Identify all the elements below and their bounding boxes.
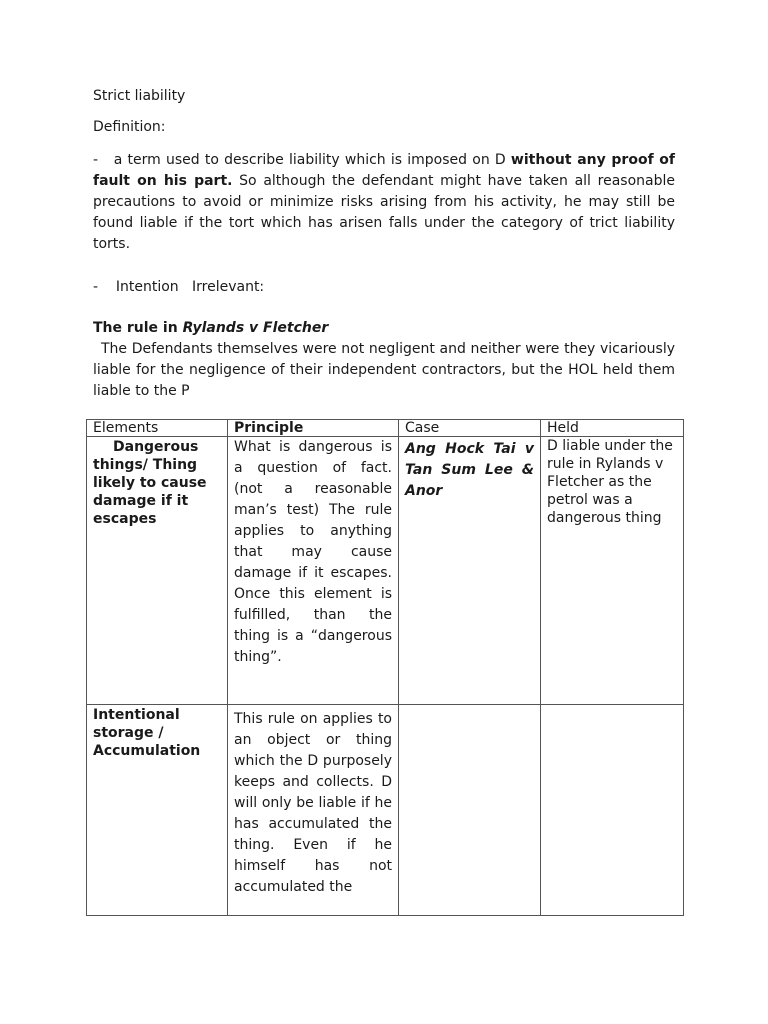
row2-held — [541, 705, 684, 916]
intention-irrelevant: - Intention Irrelevant: — [93, 279, 265, 295]
row2-element: Intentional storage / Accumulation — [87, 705, 228, 916]
header-principle: Principle — [228, 420, 399, 437]
header-case: Case — [399, 420, 541, 437]
elements-table — [86, 419, 684, 916]
row1-element-text: Dangerous things/ Thing likely to cause damage if it escapes — [93, 439, 207, 527]
row1-case: Ang Hock Tai v Tan Sum Lee & Anor — [399, 437, 541, 705]
definition-label: Definition: — [93, 119, 166, 135]
row1-element — [87, 437, 228, 705]
row2-case — [399, 705, 541, 916]
table-header-row — [87, 420, 684, 437]
rule-heading — [93, 318, 675, 339]
doc-title: Strict liability — [93, 88, 186, 104]
table-row — [87, 437, 684, 705]
table-row — [87, 705, 684, 916]
row1-principle: What is dangerous is a question of fact. (not a reasonable man’s test) The rule applies to anything that may cause damage if it escapes. Once this element is fulfilled, than the thing is a “dangerous thing”. — [228, 437, 399, 705]
header-elements: Elements — [87, 420, 228, 437]
row1-held: D liable under the rule in Rylands v Fletcher as the petrol was a dangerous thing — [541, 437, 684, 705]
definition-lead: a term used to describe liability which is imposed on D — [113, 152, 511, 168]
row2-principle: This rule on applies to an object or thing which the D purposely keeps and collects. D will only be liable if he has accumulated the thing. Even if he himself has not accumulated the — [228, 705, 399, 916]
rule-paragraph: The Defendants themselves were not negligent and neither were they vicariously liable for the negligence of their independent contractors, but the HOL held them liable to the P — [93, 341, 675, 399]
definition-bold: without any proof of fault on his part. — [93, 152, 676, 189]
rule-heading-lead: The rule in — [93, 320, 183, 336]
header-held: Held — [541, 420, 684, 437]
definition-paragraph — [93, 150, 675, 255]
rule-heading-case: Rylands v Fletcher — [182, 320, 329, 336]
definition-rest: So although the defendant might have taken all reasonable precautions to avoid or minimize risks arising from his activity, he may still be found liable if the tort which has arisen falls under the category of trict liability torts. — [93, 173, 675, 252]
bullet-dash: - — [93, 152, 99, 168]
